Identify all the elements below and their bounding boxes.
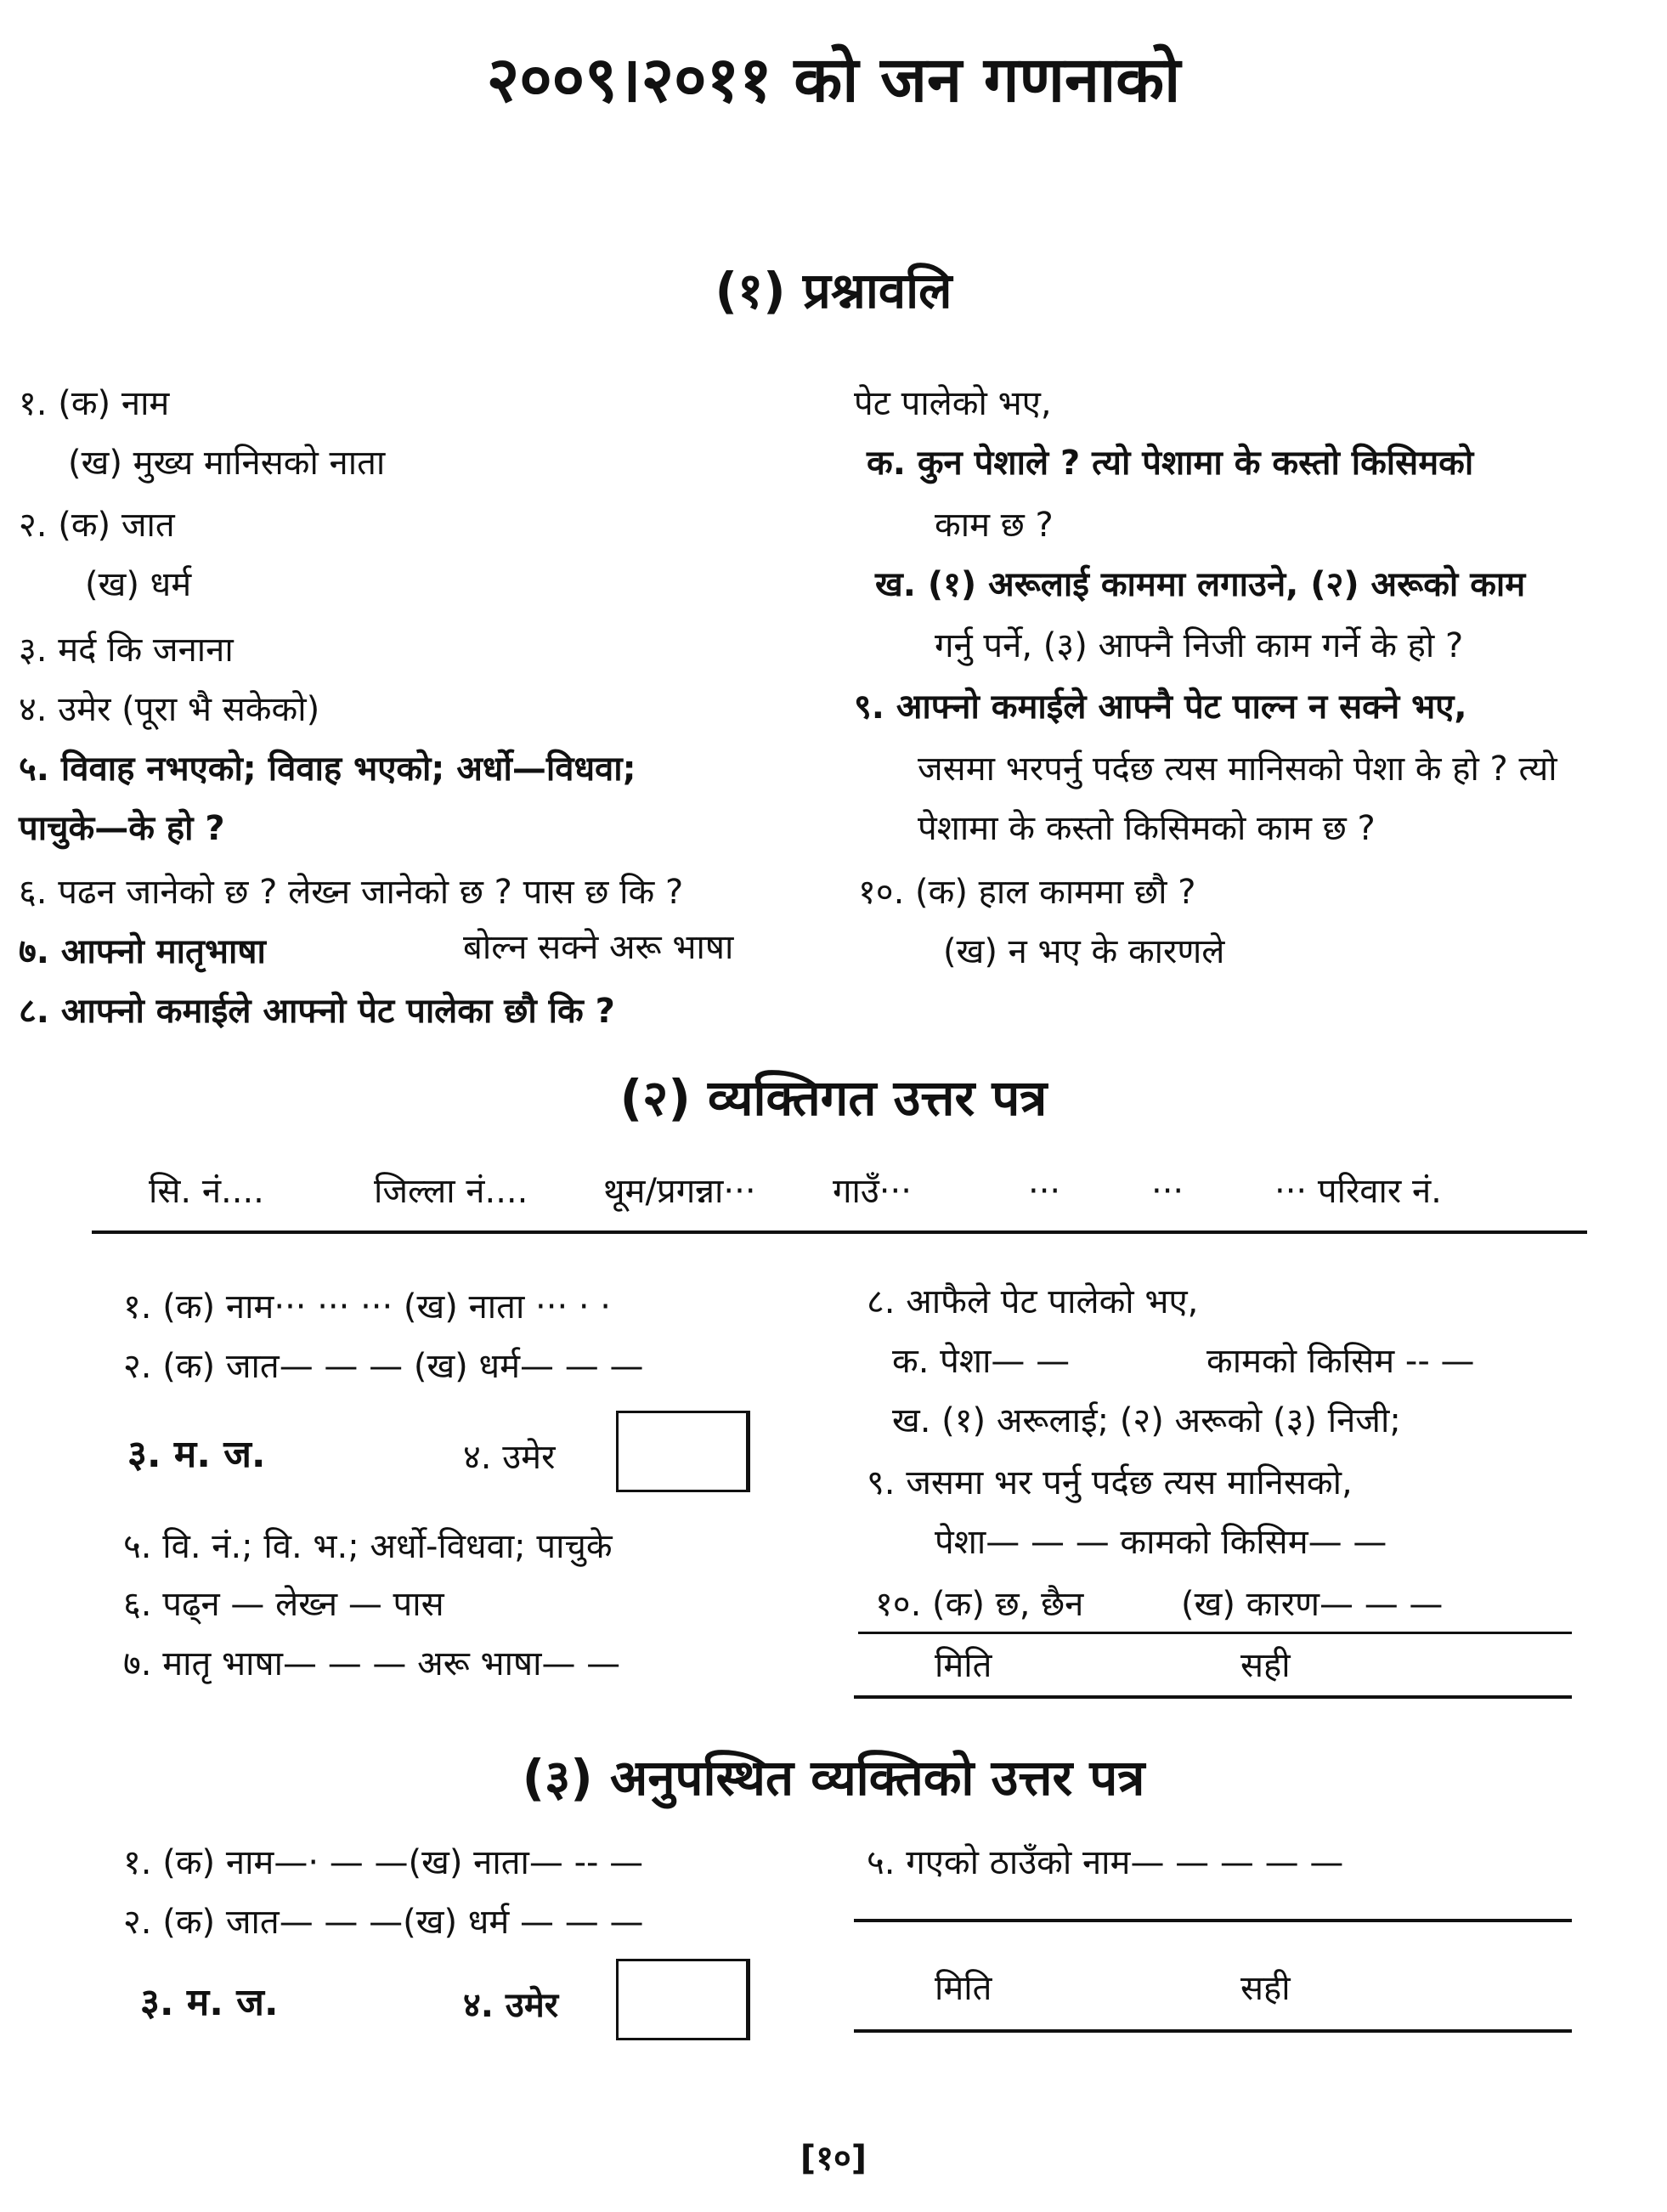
ans-q4-age-label: ४. उमेर bbox=[463, 1438, 556, 1477]
absent-q5-place: ५. गएको ठाउँको नाम— — — — — bbox=[867, 1843, 1344, 1882]
section3-place-rule bbox=[854, 1919, 1572, 1922]
section3-heading: (३) अनुपस्थित व्यक्तिको उत्तर पत्र bbox=[522, 1749, 1145, 1807]
header-dots-1: ··· bbox=[1028, 1172, 1061, 1211]
section2-heading: (२) व्यक्तिगत उत्तर पत्र bbox=[619, 1069, 1048, 1127]
q9-cont: जसमा भरपर्नु पर्दछ त्यस मानिसको पेशा के हो ? त्यो bbox=[918, 750, 1557, 789]
section1-heading: (१) प्रश्नावलि bbox=[715, 262, 952, 320]
ans-date-label: मिति bbox=[935, 1646, 992, 1685]
ans-q10-ka: १०. (क) छ, छैन bbox=[875, 1585, 1084, 1624]
absent-q2: २. (क) जात— — —(ख) धर्म — — — bbox=[123, 1903, 644, 1942]
q8-kha-cont: गर्नु पर्ने, (३) आफ्नै निजी काम गर्ने के हो ? bbox=[935, 626, 1464, 665]
q7-mother-tongue: ७. आफ्नो मातृभाषा bbox=[19, 932, 266, 971]
absent-q3-sex: ३. म. ज. bbox=[140, 1981, 279, 2024]
q5-marriage: ५. विवाह नभएको; विवाह भएको; अर्धो—विधवा; bbox=[19, 750, 636, 789]
district-no-field: जिल्ला नं.... bbox=[374, 1172, 528, 1211]
section2-q10-rule bbox=[858, 1632, 1572, 1634]
ans-q6: ६. पढ्न — लेख्न — पास bbox=[123, 1585, 444, 1624]
page-title: २००९।२०११ को जन गणनाको bbox=[486, 43, 1181, 116]
section3-sign-rule bbox=[854, 2029, 1572, 2033]
q7-other-language: बोल्न सक्ने अरू भाषा bbox=[463, 928, 734, 967]
section2-top-rule bbox=[92, 1230, 1587, 1234]
q6-literacy: ६. पढन जानेको छ ? लेख्न जानेको छ ? पास छ कि ? bbox=[19, 873, 684, 912]
family-no-field: ··· परिवार नं. bbox=[1274, 1172, 1442, 1211]
ans-q8-occupation: क. पेशा— — bbox=[892, 1342, 1071, 1381]
absent-q4-age-label: ४. उमेर bbox=[463, 1986, 559, 2025]
q8-ka-occupation: क. कुन पेशाले ? त्यो पेशामा के कस्तो किसिमको bbox=[867, 444, 1474, 483]
header-dots-2: ··· bbox=[1151, 1172, 1184, 1211]
q10-reason: (ख) न भए के कारणले bbox=[943, 932, 1225, 971]
q8-own-income: ८. आफ्नो कमाईले आफ्नो पेट पालेका छौ कि ? bbox=[19, 992, 615, 1031]
q10-working: १०. (क) हाल काममा छौ ? bbox=[858, 873, 1196, 912]
q1-name: १. (क) नाम bbox=[19, 384, 170, 423]
q8-ka-cont: काम छ ? bbox=[935, 506, 1054, 545]
ans-q2: २. (क) जात— — — (ख) धर्म— — — bbox=[123, 1347, 644, 1386]
ans-q8-kha: ख. (१) अरूलाई; (२) अरूको (३) निजी; bbox=[892, 1401, 1401, 1440]
q8-cont: पेट पालेको भए, bbox=[854, 384, 1052, 423]
ans-q3-sex: ३. म. ज. bbox=[127, 1433, 266, 1476]
ans-q1: १. (क) नाम··· ··· ··· (ख) नाता ··· · · bbox=[123, 1287, 612, 1327]
ans-q5: ५. वि. नं.; वि. भ.; अर्धो-विधवा; पाचुके bbox=[123, 1527, 613, 1566]
absent-age-box[interactable] bbox=[616, 1959, 750, 2040]
q4-age: ४. उमेर (पूरा भै सकेको) bbox=[19, 690, 320, 729]
absent-date-label: मिति bbox=[935, 1969, 992, 2008]
age-box[interactable] bbox=[616, 1411, 750, 1492]
section2-sign-rule bbox=[854, 1695, 1572, 1699]
ans-signature-label: सही bbox=[1240, 1646, 1291, 1685]
ans-q8: ८. आफैले पेट पालेको भए, bbox=[867, 1282, 1199, 1321]
q3-sex: ३. मर्द कि जनाना bbox=[19, 631, 234, 670]
ans-q8-work-type: कामको किसिम -- — bbox=[1206, 1342, 1475, 1381]
village-field: गाउँ··· bbox=[833, 1172, 912, 1211]
serial-no-field: सि. नं.... bbox=[149, 1172, 264, 1211]
absent-q1: १. (क) नाम—· — —(ख) नाता— -- — bbox=[123, 1843, 644, 1882]
q5-marriage-cont: पाचुके—के हो ? bbox=[19, 809, 225, 848]
q9-cont2: पेशामा के कस्तो किसिमको काम छ ? bbox=[918, 809, 1376, 848]
ans-q10-kha: (ख) कारण— — — bbox=[1181, 1585, 1444, 1624]
ans-q9-occupation: पेशा— — — कामको किसिम— — bbox=[935, 1523, 1387, 1562]
ans-q7: ७. मातृ भाषा— — — अरू भाषा— — bbox=[123, 1644, 621, 1683]
page-number: [१०] bbox=[800, 2139, 867, 2178]
q8-kha-status: ख. (१) अरूलाई काममा लगाउने, (२) अरूको काम bbox=[875, 565, 1526, 604]
q2-caste: २. (क) जात bbox=[19, 506, 175, 545]
q9-dependent: ९. आफ्नो कमाईले आफ्नै पेट पाल्न न सक्ने भए, bbox=[854, 687, 1467, 727]
thum-pragana-field: थूम/प्रगन्ना··· bbox=[603, 1172, 756, 1211]
q2-religion: (ख) धर्म bbox=[85, 565, 192, 604]
ans-q9: ९. जसमा भर पर्नु पर्दछ त्यस मानिसको, bbox=[867, 1463, 1353, 1502]
absent-signature-label: सही bbox=[1240, 1969, 1291, 2008]
q1-relation: (ख) मुख्य मानिसको नाता bbox=[68, 444, 386, 483]
